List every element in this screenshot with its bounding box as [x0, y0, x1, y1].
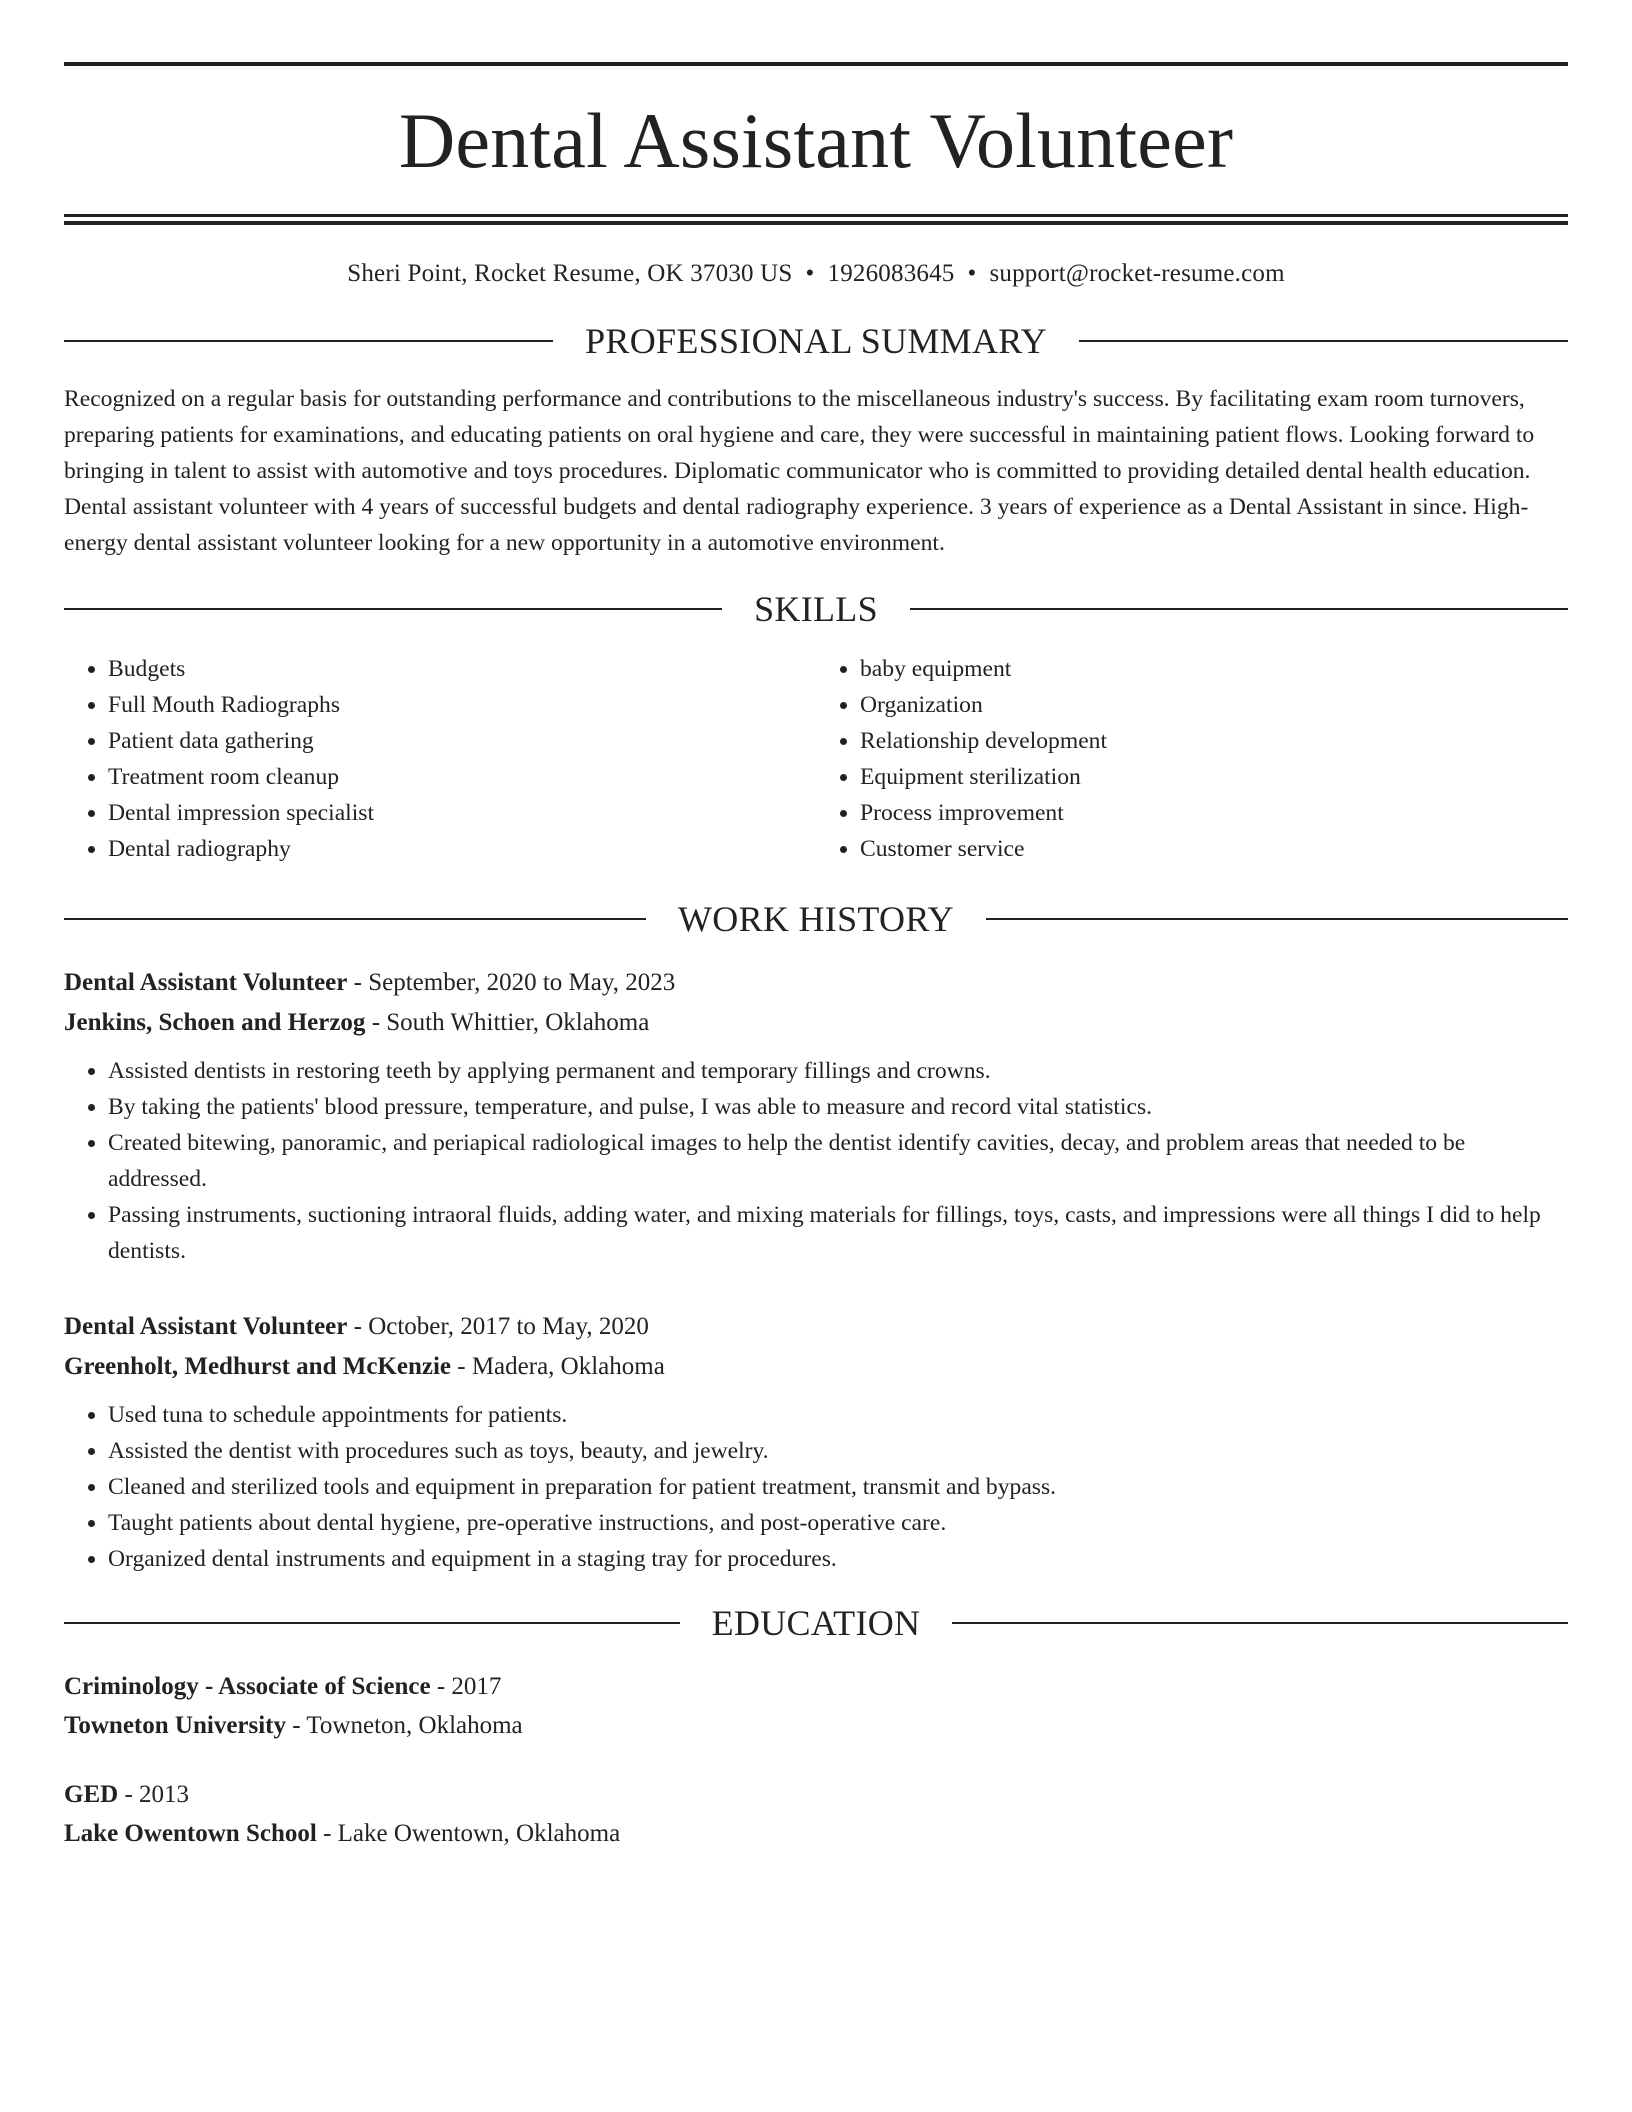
education-location: - Lake Owentown, Oklahoma — [316, 1820, 621, 1847]
job-bullet: • Passing instruments, suctioning intraoral fluids, adding water, and mixing materials for fillings, toys, casts, and impressions were all things I did to help dentists. — [108, 1197, 1568, 1269]
skill-item: • Dental radiography — [108, 831, 816, 867]
skills-column-left — [64, 651, 816, 867]
skills-column-right — [816, 651, 1568, 867]
job-bullet: • Assisted dentists in restoring teeth by applying permanent and temporary fillings and crowns. — [108, 1053, 1568, 1089]
skill-item: • Process improvement — [860, 795, 1568, 831]
job-company-line — [64, 1003, 1568, 1043]
resume-title: Dental Assistant Volunteer — [398, 97, 1234, 184]
education-degree: GED — [64, 1781, 119, 1808]
skills-list — [64, 651, 1568, 867]
job-bullet: • Cleaned and sterilized tools and equipment in preparation for patient treatment, transmit and bypass. — [108, 1469, 1568, 1505]
education-location: - Towneton, Oklahoma — [286, 1712, 523, 1739]
contact-address: Sheri Point, Rocket Resume, OK 37030 US — [347, 260, 793, 287]
education-entry — [64, 1775, 1568, 1853]
work-section-header — [64, 901, 1568, 937]
section-divider — [64, 918, 646, 920]
contact-separator: • — [805, 260, 815, 287]
top-rule — [64, 62, 1568, 66]
job-bullets — [64, 1053, 1568, 1269]
education-entry — [64, 1667, 1568, 1745]
job-title: Dental Assistant Volunteer — [64, 1313, 348, 1340]
section-divider — [64, 1622, 680, 1624]
work-heading: WORK HISTORY — [678, 899, 954, 939]
skill-item: • Relationship development — [860, 723, 1568, 759]
education-year: - 2013 — [118, 1781, 190, 1808]
section-divider — [910, 608, 1568, 610]
job-location: - Madera, Oklahoma — [451, 1353, 665, 1380]
education-school: Towneton University — [64, 1712, 287, 1739]
job-title: Dental Assistant Volunteer — [64, 969, 348, 996]
job-company: Greenholt, Medhurst and McKenzie — [64, 1353, 451, 1380]
summary-heading: PROFESSIONAL SUMMARY — [585, 321, 1047, 361]
job-title-line — [64, 963, 1568, 1003]
job-location: - South Whittier, Oklahoma — [365, 1009, 650, 1036]
education-degree-line — [64, 1667, 1568, 1706]
education-degree-line — [64, 1775, 1568, 1814]
section-divider — [1079, 340, 1568, 342]
education-school-line — [64, 1814, 1568, 1853]
job-bullet: • Organized dental instruments and equipment in a staging tray for procedures. — [108, 1541, 1568, 1577]
job-bullet: • Assisted the dentist with procedures such as toys, beauty, and jewelry. — [108, 1433, 1568, 1469]
contact-phone: 1926083645 — [827, 260, 955, 287]
skills-section-header — [64, 591, 1568, 627]
job-bullet: • Used tuna to schedule appointments for patients. — [108, 1397, 1568, 1433]
contact-line — [64, 259, 1568, 289]
education-section-header — [64, 1605, 1568, 1641]
job-entry — [64, 963, 1568, 1269]
skills-heading: SKILLS — [754, 589, 878, 629]
section-divider — [986, 918, 1568, 920]
contact-email: support@rocket-resume.com — [989, 260, 1285, 287]
job-dates: - October, 2017 to May, 2020 — [347, 1313, 649, 1340]
education-degree: Criminology - Associate of Science — [64, 1673, 431, 1700]
education-school-line — [64, 1706, 1568, 1745]
job-bullet: • Taught patients about dental hygiene, pre-operative instructions, and post-operative care. — [108, 1505, 1568, 1541]
title-double-rule — [64, 214, 1568, 225]
skill-item: • Patient data gathering — [108, 723, 816, 759]
skill-item: • Dental impression specialist — [108, 795, 816, 831]
skill-item: • Equipment sterilization — [860, 759, 1568, 795]
education-year: - 2017 — [430, 1673, 502, 1700]
job-company-line — [64, 1347, 1568, 1387]
job-dates: - September, 2020 to May, 2023 — [347, 969, 676, 996]
summary-section-header — [64, 323, 1568, 359]
job-entry — [64, 1307, 1568, 1577]
section-divider — [64, 340, 553, 342]
job-title-line — [64, 1307, 1568, 1347]
skill-item: • Treatment room cleanup — [108, 759, 816, 795]
contact-separator: • — [967, 260, 977, 287]
education-school: Lake Owentown School — [64, 1820, 317, 1847]
section-divider — [64, 608, 722, 610]
job-bullet: • Created bitewing, panoramic, and periapical radiological images to help the dentist identify cavities, decay, and problem areas that needed to be addressed. — [108, 1125, 1568, 1197]
summary-text: Recognized on a regular basis for outstanding performance and contributions to the miscellaneous industry's success. By facilitating exam room turnovers, preparing patients for examinations, and educating patients on oral hygiene and care, they were successful in maintaining patient flows. Looking forward to bringing in talent to assist with automotive and toys procedures. Diplomatic communicator who is committed to providing detailed dental health education. Dental assistant volunteer with 4 years of successful budgets and dental radiography experience. 3 years of experience as a Dental Assistant in since. High-energy dental assistant volunteer looking for a new opportunity in a automotive environment. — [64, 386, 1535, 556]
skill-item: • Budgets — [108, 651, 816, 687]
skill-item: • Full Mouth Radiographs — [108, 687, 816, 723]
job-bullets — [64, 1397, 1568, 1577]
skill-item: • Organization — [860, 687, 1568, 723]
education-heading: EDUCATION — [711, 1603, 921, 1643]
job-bullet: • By taking the patients' blood pressure, temperature, and pulse, I was able to measure and record vital statistics. — [108, 1089, 1568, 1125]
job-company: Jenkins, Schoen and Herzog — [64, 1009, 366, 1036]
section-divider — [952, 1622, 1568, 1624]
skill-item: • Customer service — [860, 831, 1568, 867]
skill-item: • baby equipment — [860, 651, 1568, 687]
